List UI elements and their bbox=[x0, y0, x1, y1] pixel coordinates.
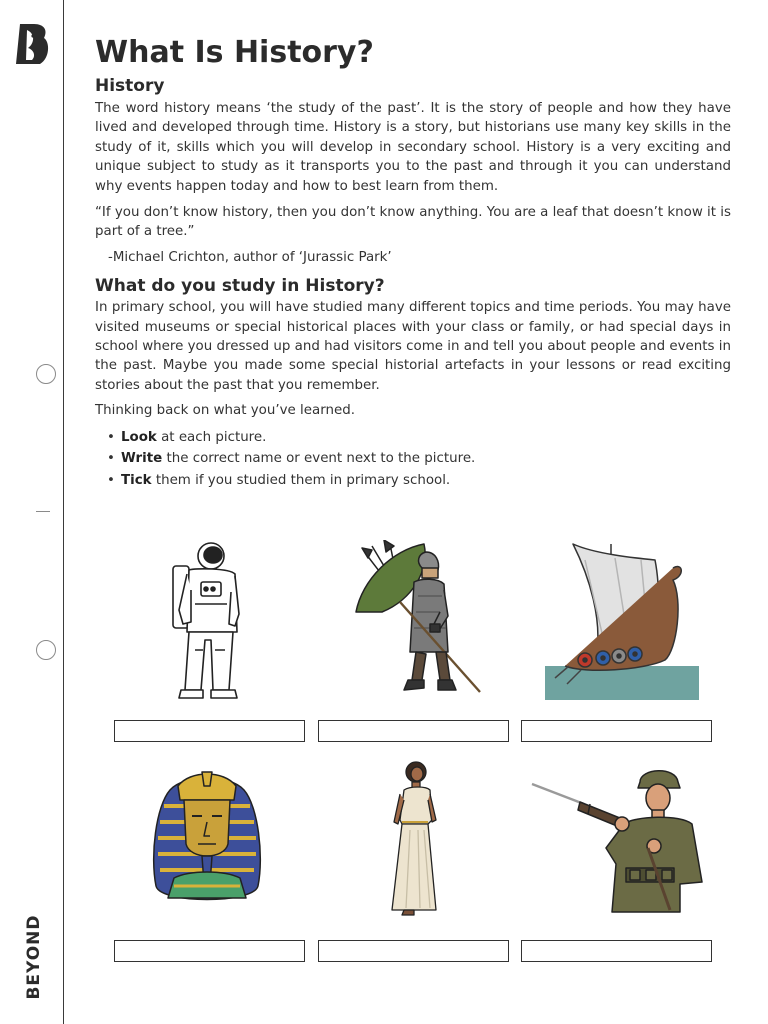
section-heading-study: What do you study in History? bbox=[95, 276, 385, 297]
astronaut-icon bbox=[165, 540, 245, 702]
fold-mark bbox=[36, 511, 50, 512]
tutankhamun-mask-icon bbox=[150, 766, 264, 912]
beyond-b-logo-icon bbox=[14, 22, 50, 66]
instructions-lead: Thinking back on what you’ve learned. bbox=[95, 403, 355, 419]
instruction-item: • Look at each picture. bbox=[107, 427, 731, 449]
instruction-list bbox=[95, 427, 731, 492]
study-paragraph: In primary school, you will have studied many different topics and time periods. You may have visited museums or special historical places with your class or family, or had special days in school where you dressed up and had visitors come in and tell you about people and events in the past. Maybe you made some special historial artefacts in your lessons or read exciting stories about the past that you remember. bbox=[95, 300, 731, 393]
quote: “If you don’t know history, then you don’t know anything. You are a leaf that doesn’t know it is part of a tree.” bbox=[95, 205, 731, 240]
answer-box[interactable] bbox=[318, 940, 509, 962]
worksheet-content bbox=[95, 34, 731, 491]
instruction-item: • Tick them if you studied them in primary school. bbox=[107, 470, 731, 492]
margin-line bbox=[63, 0, 64, 1024]
answer-box[interactable] bbox=[318, 720, 509, 742]
ww2-soldier-icon bbox=[530, 764, 706, 914]
section-heading-history: History bbox=[95, 76, 165, 96]
history-paragraph: The word history means ‘the study of the past’. It is the story of people and how they have lived and developed through time. History is a story, but historians use many key skills in the study of it, skills which you will develop in secondary school. History is a very exciting and unique subject to study as it transports you to the past and through it you can understand why events happen today and how to best learn from them. bbox=[95, 101, 731, 194]
answer-box[interactable] bbox=[114, 720, 305, 742]
binder-hole bbox=[36, 640, 56, 660]
answer-box[interactable] bbox=[114, 940, 305, 962]
page-title: What Is History? bbox=[95, 35, 374, 70]
viking-longship-icon bbox=[545, 540, 699, 700]
answer-box[interactable] bbox=[521, 940, 712, 962]
ancient-greek-woman-icon bbox=[386, 760, 440, 918]
answer-box[interactable] bbox=[521, 720, 712, 742]
binder-hole bbox=[36, 364, 56, 384]
quote-attribution: -Michael Crichton, author of ‘Jurassic Park’ bbox=[108, 249, 392, 265]
instruction-item: • Write the correct name or event next to the picture. bbox=[107, 448, 731, 470]
norman-soldier-icon bbox=[352, 540, 484, 702]
